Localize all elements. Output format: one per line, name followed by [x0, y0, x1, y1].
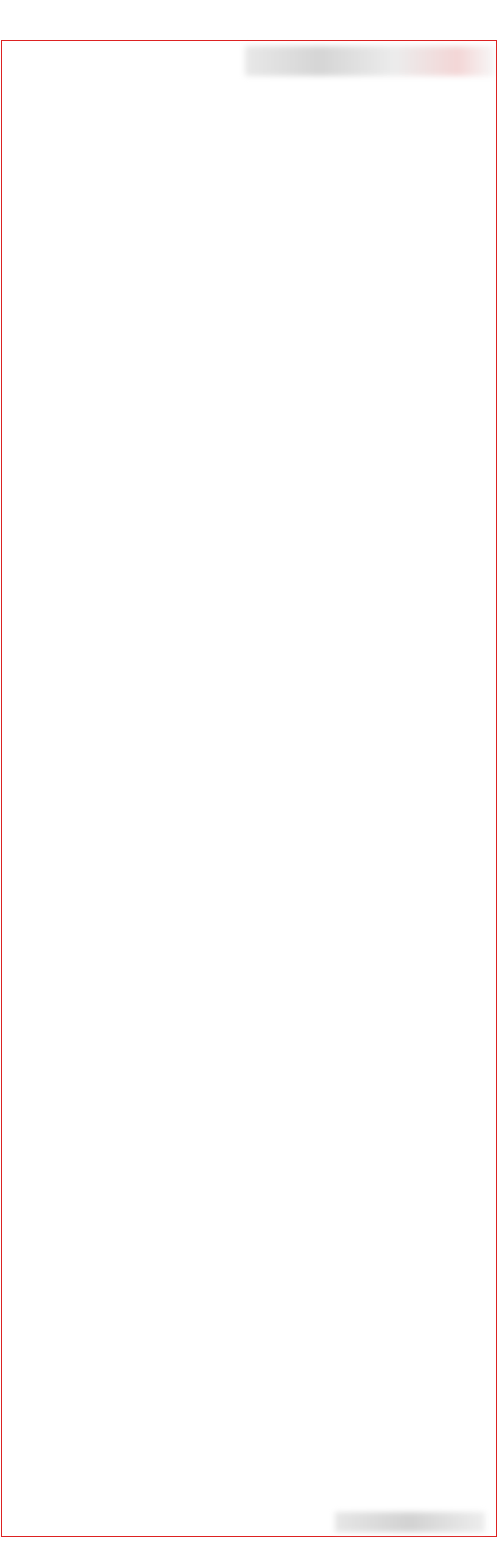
blurred-watermark-bottom — [335, 1512, 485, 1532]
table-frame — [1, 40, 497, 1537]
page-title — [0, 0, 500, 40]
